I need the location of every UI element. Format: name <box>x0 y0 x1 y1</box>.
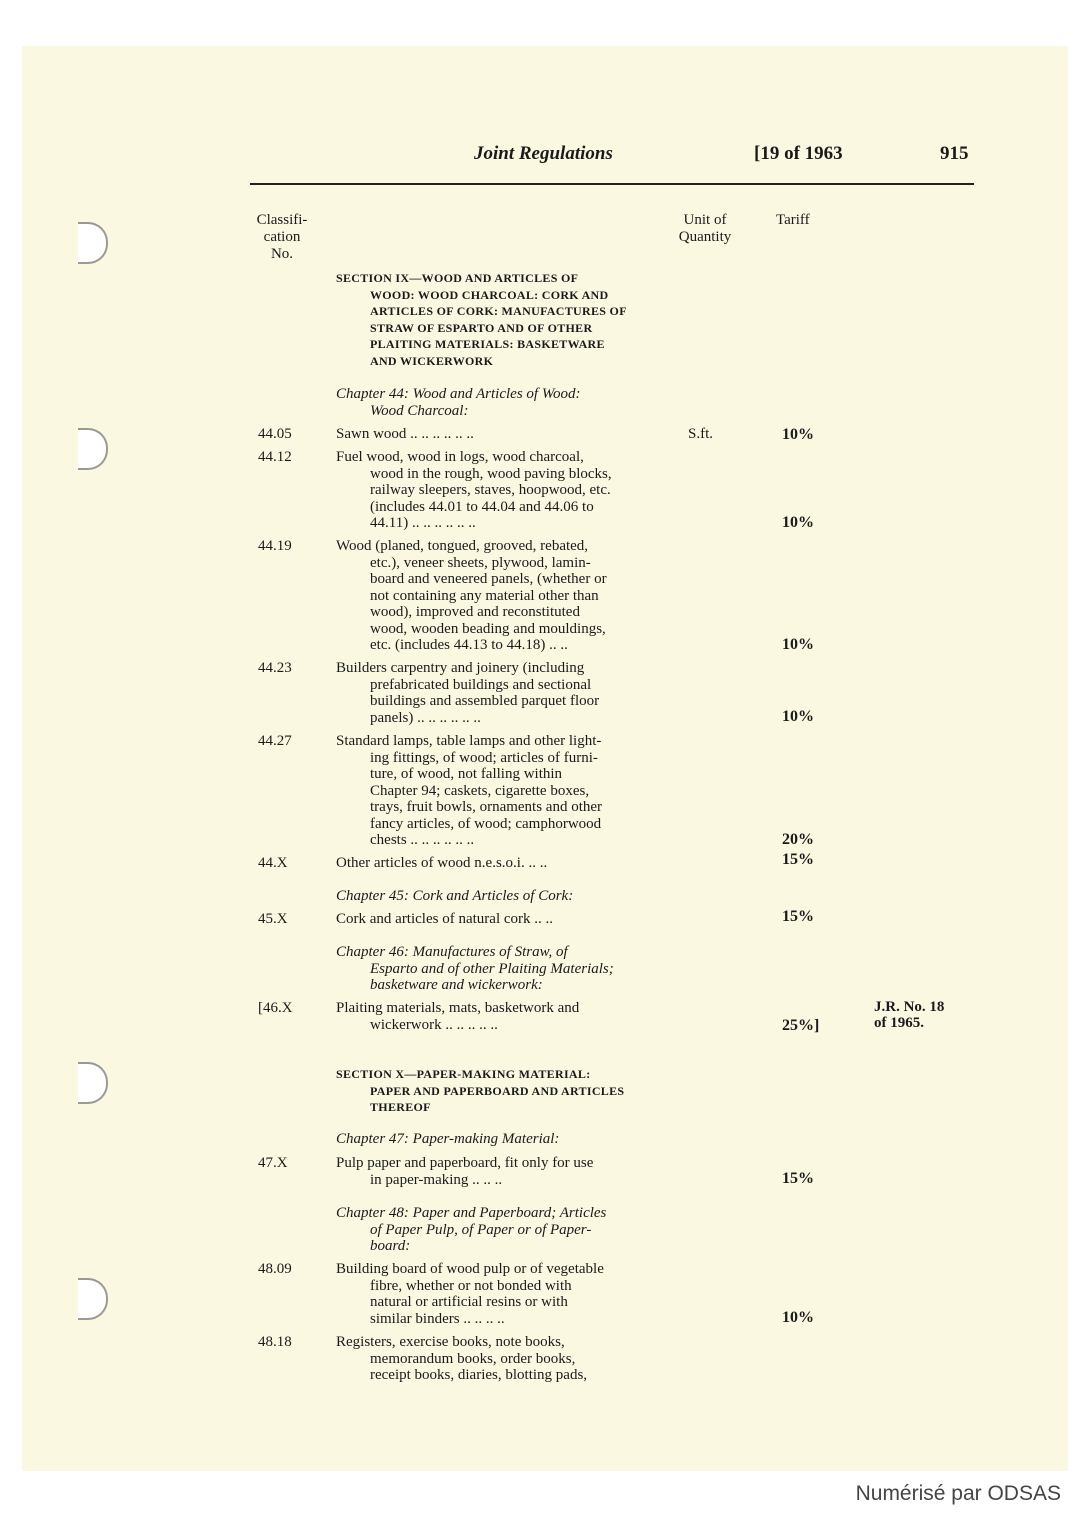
item-description: Wood (planed, tongued, grooved, rebated, etc.), veneer sheets, plywood, lamin- board and veneered panels, (whether or not containing any material other than wood), improved and reconstituted wood, wooden beading and mouldings, etc. (includes 44.13 to 44.18) .. .. <box>336 538 607 653</box>
section-heading: SECTION IX—WOOD AND ARTICLES OF WOOD: WOOD CHARCOAL: CORK AND ARTICLES OF CORK: MANUFACTURES OF STRAW OF ESPARTO AND OF OTHER PLAITING MATERIALS: BASKETWARE AND WICKERWORK <box>336 271 627 368</box>
tariff-rate: 10% <box>782 708 814 725</box>
tariff-rate: 10% <box>782 636 814 653</box>
chapter-heading: Chapter 46: Manufactures of Straw, of Esparto and of other Plaiting Materials; basketware and wickerwork: <box>336 944 614 993</box>
act-reference: [19 of 1963 <box>754 143 843 164</box>
chapter-heading: Chapter 48: Paper and Paperboard; Articles of Paper Pulp, of Paper or of Paper- board: <box>336 1205 607 1254</box>
classification-number: 44.05 <box>258 426 292 442</box>
tariff-rate: 10% <box>782 1309 814 1326</box>
item-description: Pulp paper and paperboard, fit only for use in paper-making .. .. .. <box>336 1155 594 1188</box>
tariff-rate: 15% <box>782 1170 814 1187</box>
classification-number: [46.X <box>258 1000 293 1016</box>
item-description: Standard lamps, table lamps and other light- ing fittings, of wood; articles of furni- ture, of wood, not falling within Chapter 94; caskets, cigarette boxes, trays, fruit bowls, ornaments and other fancy articles, of wood; camphorwood chests .. .. .. .. .. .. <box>336 733 603 848</box>
column-header-classification: Classifi- cation No. <box>256 212 308 262</box>
item-description: Cork and articles of natural cork .. .. <box>336 911 554 927</box>
tariff-rate: 15% <box>782 908 814 925</box>
classification-number: 44.12 <box>258 449 292 465</box>
item-description: Registers, exercise books, note books, memorandum books, order books, receipt books, diaries, blotting pads, <box>336 1334 588 1383</box>
classification-number: 48.09 <box>258 1261 292 1277</box>
classification-number: 48.18 <box>258 1334 292 1350</box>
item-description: Builders carpentry and joinery (including prefabricated buildings and sectional buildings and assembled parquet floor panels) .. .. .. .. .. .. <box>336 660 600 726</box>
amendment-note: J.R. No. 18 of 1965. <box>874 999 945 1031</box>
classification-number: 44.23 <box>258 660 292 676</box>
column-header-unit: Unit of Quantity <box>678 212 732 245</box>
unit-of-quantity: S.ft. <box>688 426 714 442</box>
item-description: Other articles of wood n.e.s.o.i. .. .. <box>336 855 548 871</box>
tariff-rate: 15% <box>782 851 814 868</box>
chapter-heading: Chapter 47: Paper-making Material: <box>336 1131 560 1147</box>
classification-number: 44.X <box>258 855 288 871</box>
classification-number: 44.19 <box>258 538 292 554</box>
column-header-tariff: Tariff <box>776 212 810 228</box>
digitization-credit: Numérisé par ODSAS <box>855 1482 1061 1505</box>
item-description: Fuel wood, wood in logs, wood charcoal, wood in the rough, wood paving blocks, railway sleepers, staves, hoopwood, etc. (includes 44.01 to 44.04 and 44.06 to 44.11) .. .. .. .. .. .. <box>336 449 612 531</box>
header-rule <box>250 183 974 185</box>
item-description: Building board of wood pulp or of vegetable fibre, whether or not bonded with natural or artificial resins or with similar binders .. .. .. .. <box>336 1261 604 1327</box>
tariff-rate: 10% <box>782 514 814 531</box>
item-description: Sawn wood .. .. .. .. .. .. <box>336 426 474 442</box>
chapter-heading: Chapter 45: Cork and Articles of Cork: <box>336 888 574 904</box>
tariff-rate: 20% <box>782 831 814 848</box>
running-title: Joint Regulations <box>474 143 613 164</box>
tariff-rate: 10% <box>782 426 814 443</box>
classification-number: 47.X <box>258 1155 288 1171</box>
classification-number: 44.27 <box>258 733 292 749</box>
tariff-rate: 25%] <box>782 1017 820 1034</box>
classification-number: 45.X <box>258 911 288 927</box>
section-heading: SECTION X—PAPER-MAKING MATERIAL: PAPER AND PAPERBOARD AND ARTICLES THEREOF <box>336 1067 625 1114</box>
chapter-heading: Chapter 44: Wood and Articles of Wood: Wood Charcoal: <box>336 386 581 419</box>
item-description: Plaiting materials, mats, basketwork and wickerwork .. .. .. .. .. <box>336 1000 580 1033</box>
page-number: 915 <box>940 143 969 164</box>
